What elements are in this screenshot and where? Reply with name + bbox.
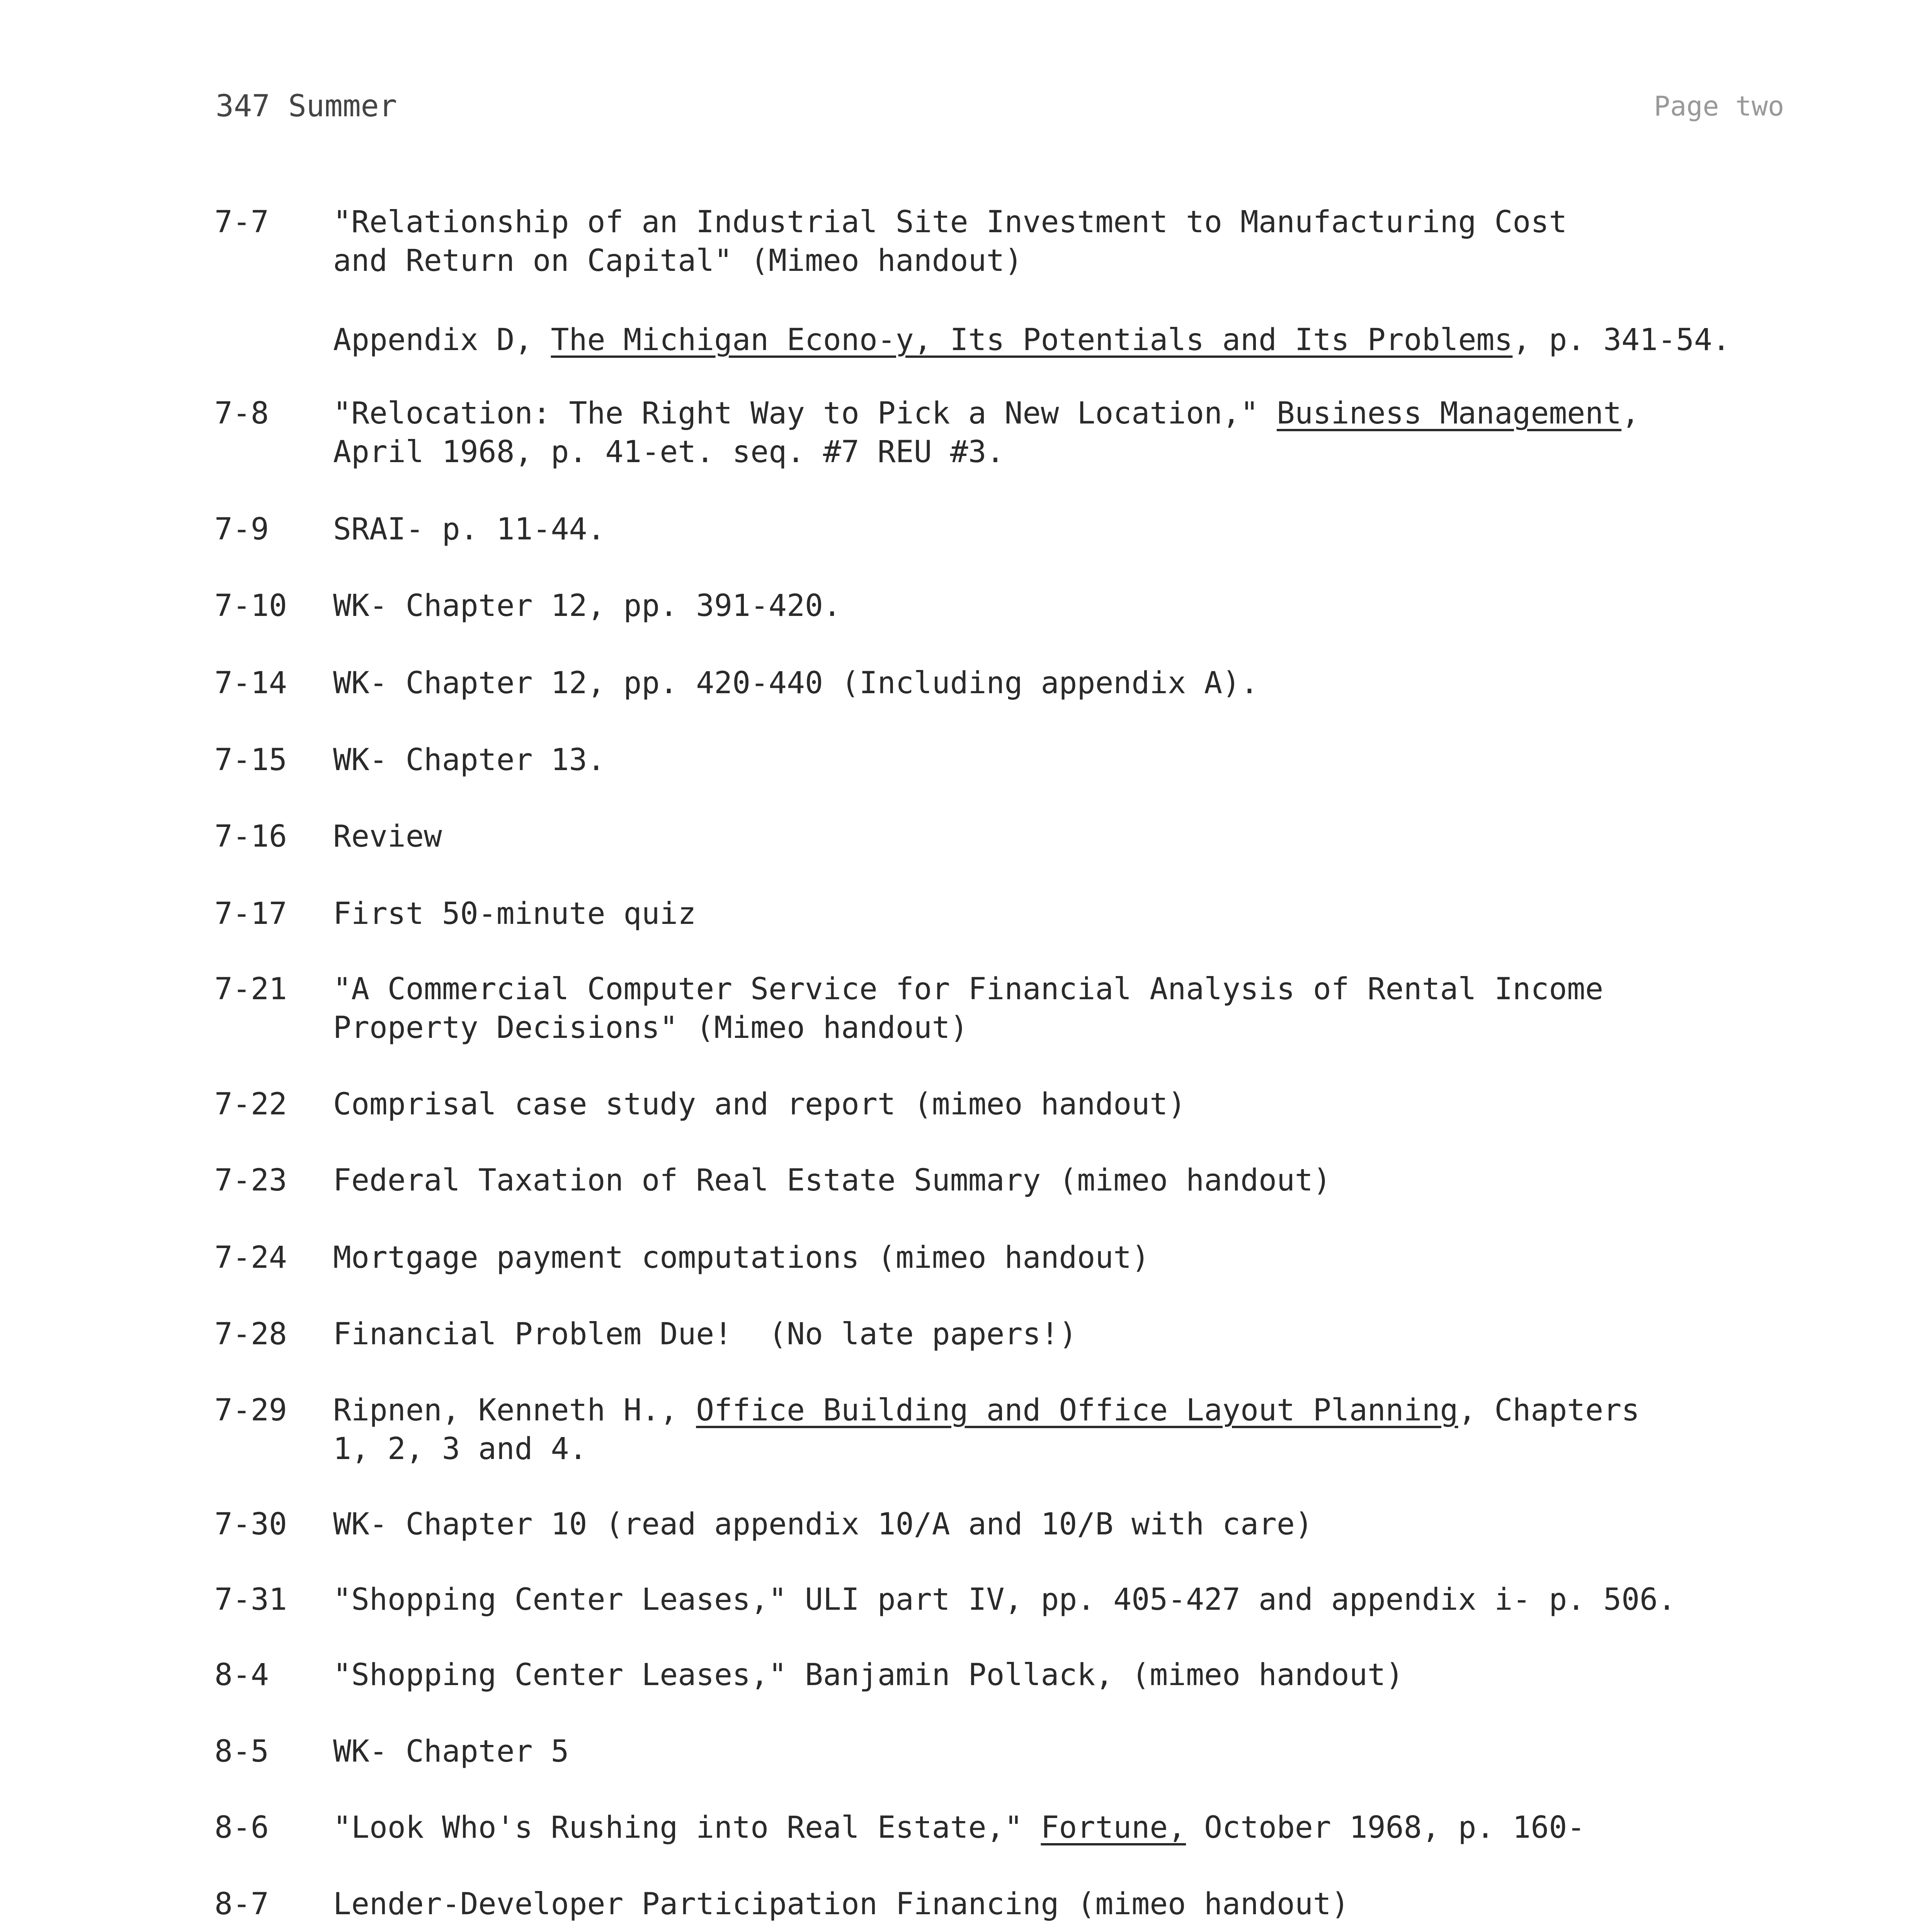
entry-text (333, 1085, 1840, 1124)
entry-suffix: October 1968, p. 160- (1186, 1810, 1585, 1845)
entry-prefix: "Relocation: The Right Way to Pick a New Location," (333, 396, 1277, 431)
entry-line: "Shopping Center Leases," ULI part IV, pp. 405-427 and appendix i- p. 506. (333, 1582, 1676, 1617)
entry-line: Federal Taxation of Real Estate Summary (mimeo handout) (333, 1163, 1331, 1198)
note-suffix: , p. 341-54. (1512, 323, 1730, 357)
entry-date: 7-23 (214, 1163, 287, 1198)
entry-text (333, 1808, 1840, 1847)
publication-title: Business Management (1276, 396, 1622, 431)
entry-text (333, 1580, 1840, 1619)
entry-date: 7-9 (214, 512, 269, 547)
entry-text (333, 1505, 1840, 1544)
entry-line: Property Decisions" (Mimeo handout) (333, 1010, 968, 1045)
entry-line: "Shopping Center Leases," Banjamin Pollack, (mimeo handout) (333, 1658, 1404, 1692)
entry-line: WK- Chapter 10 (read appendix 10/A and 10/B with care) (333, 1507, 1313, 1542)
publication-title: Office Building and Office Layout Planning (696, 1393, 1458, 1428)
entry-text (333, 1885, 1840, 1923)
page-number: Page two (1654, 90, 1784, 122)
entry-line: 1, 2, 3 and 4. (333, 1432, 587, 1466)
reading-note (333, 321, 1730, 359)
entry-date: 7-17 (214, 896, 287, 931)
entry-line: Comprisal case study and report (mimeo handout) (333, 1087, 1186, 1122)
entry-line (333, 394, 1840, 433)
entry-date: 7-14 (214, 666, 287, 701)
entry-date: 7-28 (214, 1317, 287, 1352)
entry-date: 7-24 (214, 1240, 287, 1275)
entry-prefix: "Look Who's Rushing into Real Estate," (333, 1810, 1041, 1845)
entry-line: Lender-Developer Participation Financing (mimeo handout) (333, 1887, 1349, 1922)
entry-date: 8-6 (214, 1810, 269, 1845)
entry-text (333, 1161, 1840, 1200)
course-header: 347 Summer (216, 89, 397, 124)
entry-text (333, 1238, 1840, 1277)
entry-text (333, 1391, 1840, 1468)
entry-text (333, 394, 1840, 471)
entry-line: "Relationship of an Industrial Site Investment to Manufacturing Cost (333, 205, 1567, 240)
publication-title: Fortune, (1041, 1810, 1186, 1845)
entry-line: and Return on Capital" (Mimeo handout) (333, 243, 1023, 278)
note-title: The Michigan Econo-y, Its Potentials and Its Problems (551, 323, 1513, 357)
entry-date: 8-5 (214, 1734, 269, 1769)
entry-date: 7-7 (214, 205, 269, 240)
entry-line: SRAI- p. 11-44. (333, 512, 606, 547)
entry-prefix: Ripnen, Kenneth H., (333, 1393, 696, 1428)
entry-line: WK- Chapter 12, pp. 420-440 (Including appendix A). (333, 666, 1259, 701)
entry-text (333, 1315, 1840, 1354)
entry-line (333, 1391, 1840, 1430)
entry-date: 7-22 (214, 1087, 287, 1122)
entry-text (333, 895, 1840, 933)
entry-text (333, 587, 1840, 625)
entry-date: 7-21 (214, 972, 287, 1007)
entry-suffix: , Chapters (1458, 1393, 1640, 1428)
entry-date: 7-31 (214, 1582, 287, 1617)
entry-text (333, 664, 1840, 702)
entry-line: WK- Chapter 5 (333, 1734, 569, 1769)
entry-text (333, 1656, 1840, 1694)
entry-date: 7-15 (214, 743, 287, 777)
entry-date: 7-10 (214, 588, 287, 623)
entry-line: WK- Chapter 13. (333, 743, 606, 777)
entry-line (333, 1808, 1840, 1847)
entry-line: Mortgage payment computations (mimeo handout) (333, 1240, 1150, 1275)
entry-line: "A Commercial Computer Service for Financial Analysis of Rental Income (333, 972, 1604, 1007)
entry-date: 7-16 (214, 819, 287, 854)
entry-line: Financial Problem Due! (No late papers!) (333, 1317, 1077, 1352)
entry-date: 7-30 (214, 1507, 287, 1542)
entry-date: 8-7 (214, 1887, 269, 1922)
entry-date: 8-4 (214, 1658, 269, 1692)
entry-suffix: , (1621, 396, 1640, 431)
entry-text (333, 741, 1840, 779)
note-prefix: Appendix D, (333, 323, 551, 357)
entry-line: April 1968, p. 41-et. seq. #7 REU #3. (333, 435, 1005, 469)
entry-text (333, 970, 1840, 1047)
entry-text (333, 203, 1840, 280)
entry-date: 7-29 (214, 1393, 287, 1428)
entry-line: Review (333, 819, 442, 854)
entry-line: First 50-minute quiz (333, 896, 696, 931)
entry-date: 7-8 (214, 396, 269, 431)
entry-text (333, 510, 1840, 549)
entry-text (333, 817, 1840, 856)
entry-text (333, 1732, 1840, 1771)
entry-line: WK- Chapter 12, pp. 391-420. (333, 588, 841, 623)
